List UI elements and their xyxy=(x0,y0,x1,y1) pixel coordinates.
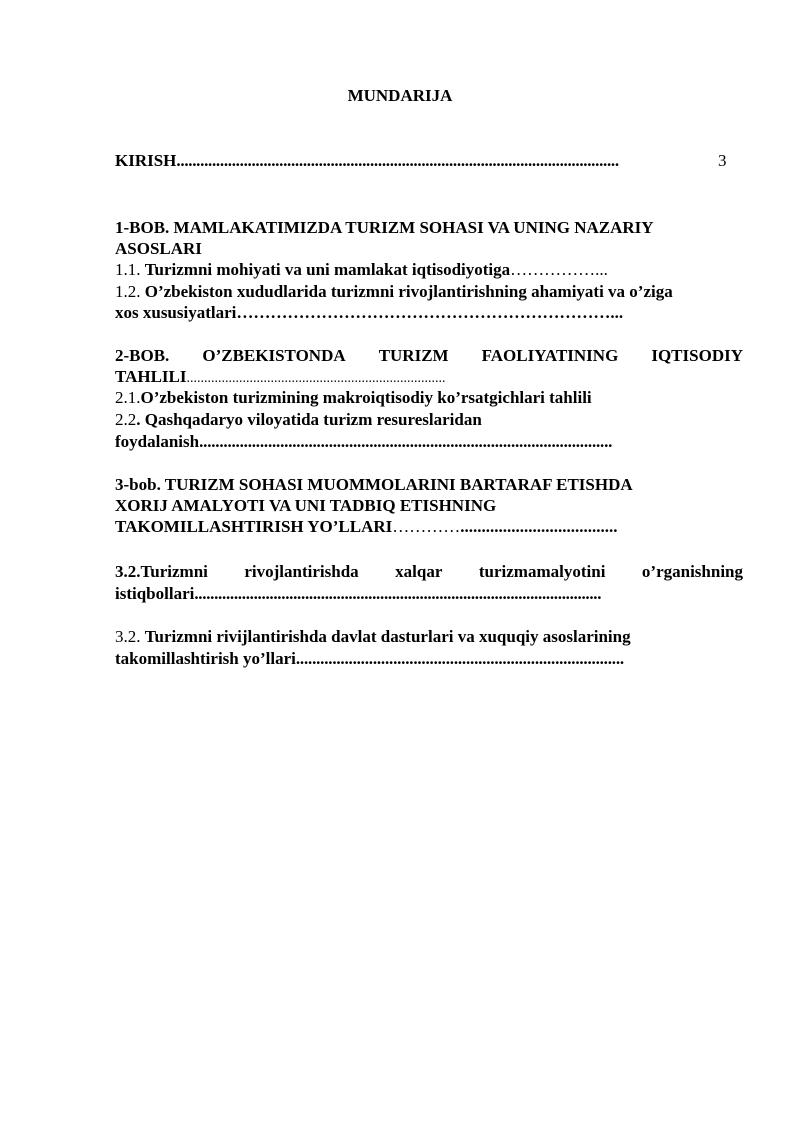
entry-word: rivojlantirishda xyxy=(244,562,359,581)
section-title-cont: foydalanish xyxy=(115,432,200,451)
page-title: MUNDARIJA xyxy=(347,86,453,105)
section-number: 2.1. xyxy=(115,388,141,407)
toc-entry-3-2 xyxy=(115,626,631,647)
toc-leader: ...................................................................................................... xyxy=(199,432,613,451)
heading-word: 2-BOB. xyxy=(115,346,170,365)
section-title-cont: takomillashtirish yo’llari xyxy=(115,649,296,668)
toc-page-number: 3 xyxy=(718,151,727,170)
toc-leader: ………… xyxy=(392,517,461,536)
toc-leader: ................................................................................. xyxy=(295,649,624,668)
toc-leader: …………………………………………………………... xyxy=(236,303,624,322)
heading-word: FAOLIYATINING xyxy=(481,346,619,365)
chapter2-heading-line2 xyxy=(115,366,446,389)
heading-word: O’ZBEKISTONDA xyxy=(202,346,346,365)
section-number: 1.2. xyxy=(115,282,145,301)
section-title-cont: istiqbollari xyxy=(115,584,195,603)
toc-entry-2-1 xyxy=(115,387,592,408)
toc-entry-1-2-cont xyxy=(115,302,623,323)
section-number: 1.1. xyxy=(115,260,145,279)
entry-word: turizmamalyotini xyxy=(478,562,606,581)
section-number: 2.2 xyxy=(115,410,137,429)
toc-entry-3-2-cont xyxy=(115,648,624,669)
section-title: . Qashqadaryo viloyatida turizm resureslaridan xyxy=(136,410,482,429)
toc-leader: ................................................................................................................ xyxy=(176,151,619,170)
chapter1-heading-line2: ASOSLARI xyxy=(115,239,202,258)
entry-word: 3.2.Turizmni xyxy=(115,562,208,581)
chapter3-heading-line2: XORIJ AMALYOTI VA UNI TADBIQ ETISHNING xyxy=(115,496,497,515)
heading-text: TAKOMILLASHTIRISH YO’LLARI xyxy=(115,517,393,536)
heading-word: TURIZM xyxy=(378,346,449,365)
toc-entry-3-1-cont xyxy=(115,583,601,604)
toc-entry-2-2-cont xyxy=(115,431,612,452)
toc-entry-1-1 xyxy=(115,259,608,280)
toc-leader: .......................................................................... xyxy=(186,371,446,386)
section-title: O’zbekiston turizmining makroiqtisodiy ko’rsatgichlari tahlili xyxy=(140,388,592,407)
toc-entry-label: KIRISH xyxy=(115,151,177,170)
chapter3-heading-line3 xyxy=(115,516,618,537)
toc-entry-kirish xyxy=(115,150,619,171)
entry-word: o’rganishning xyxy=(641,562,743,581)
chapter1-heading-line1: 1-BOB. MAMLAKATIMIZDA TURIZM SOHASI VA UNING NAZARIY xyxy=(115,218,654,237)
toc-entry-1-2 xyxy=(115,281,673,302)
toc-leader: ..................................... xyxy=(460,517,618,536)
heading-text: TAHLILI xyxy=(115,367,187,386)
section-title: Turizmni mohiyati va uni mamlakat iqtisodiyotiga xyxy=(144,260,511,279)
chapter2-heading-line1 xyxy=(115,345,743,366)
toc-leader: ....................................................................................................... xyxy=(194,584,602,603)
toc-leader: ……………... xyxy=(510,260,608,279)
section-number: 3.2. xyxy=(115,627,145,646)
section-title: Turizmni rivijlantirishda davlat dasturlari va xuquqiy asoslarining xyxy=(144,627,631,646)
entry-word: xalqar xyxy=(395,562,443,581)
toc-entry-2-2 xyxy=(115,409,482,430)
chapter3-heading-line1: 3-bob. TURIZM SOHASI MUOMMOLARINI BARTARAF ETISHDA xyxy=(115,475,633,494)
section-title: O’zbekiston xududlarida turizmni rivojlantirishning ahamiyati va o’ziga xyxy=(144,282,673,301)
heading-word: IQTISODIY xyxy=(651,346,743,365)
section-title-cont: xos xususiyatlari xyxy=(115,303,237,322)
toc-entry-3-1 xyxy=(115,561,743,582)
